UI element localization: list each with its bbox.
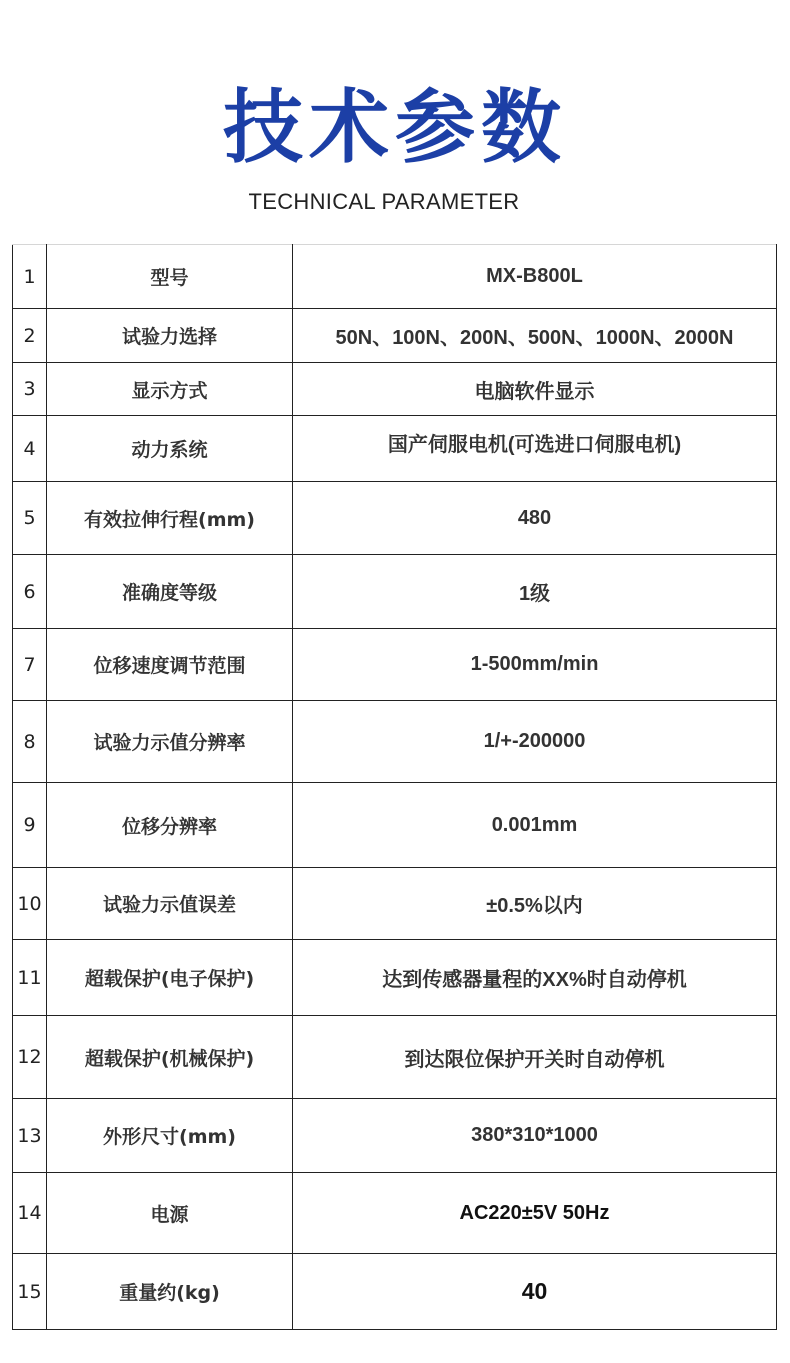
parameter-value: MX-B800L — [293, 245, 777, 309]
table-row — [13, 701, 777, 783]
row-number: 4 — [13, 416, 47, 482]
parameter-value: 380*310*1000 — [293, 1099, 777, 1173]
table-row — [13, 363, 777, 416]
parameter-value: 480 — [293, 482, 777, 555]
table-row — [13, 1254, 777, 1330]
parameter-name: 试验力示值分辨率 — [47, 701, 293, 783]
parameter-name: 试验力示值误差 — [47, 868, 293, 940]
parameter-value: 达到传感器量程的XX%时自动停机 — [293, 940, 777, 1016]
row-number: 8 — [13, 701, 47, 783]
row-number: 15 — [13, 1254, 47, 1330]
row-number: 1 — [13, 245, 47, 309]
parameter-name: 有效拉伸行程(mm) — [47, 482, 293, 555]
row-number: 6 — [13, 555, 47, 629]
parameter-name: 重量约(kg) — [47, 1254, 293, 1330]
row-number: 12 — [13, 1016, 47, 1099]
table-row — [13, 940, 777, 1016]
parameter-value: 到达限位保护开关时自动停机 — [293, 1016, 777, 1099]
parameter-name: 准确度等级 — [47, 555, 293, 629]
parameter-value: 国产伺服电机(可选进口伺服电机) — [293, 416, 777, 482]
parameter-name: 超载保护(电子保护) — [47, 940, 293, 1016]
parameter-name: 位移速度调节范围 — [47, 629, 293, 701]
table-row — [13, 1173, 777, 1254]
row-number: 3 — [13, 363, 47, 416]
table-row — [13, 309, 777, 363]
parameter-name: 试验力选择 — [47, 309, 293, 363]
parameter-value: 电脑软件显示 — [293, 363, 777, 416]
table-row — [13, 245, 777, 309]
row-number: 5 — [13, 482, 47, 555]
row-number: 2 — [13, 309, 47, 363]
table-row — [13, 555, 777, 629]
parameter-name: 型号 — [47, 245, 293, 309]
parameter-value: 50N、100N、200N、500N、1000N、2000N — [293, 309, 777, 363]
parameter-value: 1-500mm/min — [293, 629, 777, 701]
parameter-name: 外形尺寸(mm) — [47, 1099, 293, 1173]
table-row — [13, 629, 777, 701]
row-number: 7 — [13, 629, 47, 701]
row-number: 11 — [13, 940, 47, 1016]
parameter-value: 1/+-200000 — [293, 701, 777, 783]
table-row — [13, 482, 777, 555]
parameter-name: 动力系统 — [47, 416, 293, 482]
parameter-name: 显示方式 — [47, 363, 293, 416]
parameter-value: 1级 — [293, 555, 777, 629]
table-row — [13, 1099, 777, 1173]
parameter-name: 位移分辨率 — [47, 783, 293, 868]
parameter-table — [12, 244, 777, 1330]
table-row — [13, 868, 777, 940]
page-title: 技术参数 — [223, 81, 567, 174]
parameter-name: 超载保护(机械保护) — [47, 1016, 293, 1099]
table-row — [13, 416, 777, 482]
parameter-value: AC220±5V 50Hz — [293, 1173, 777, 1254]
table-row — [13, 783, 777, 868]
parameter-value: ±0.5%以内 — [293, 868, 777, 940]
row-number: 13 — [13, 1099, 47, 1173]
parameter-value: 40 — [293, 1254, 777, 1330]
row-number: 9 — [13, 783, 47, 868]
parameter-name: 电源 — [47, 1173, 293, 1254]
row-number: 14 — [13, 1173, 47, 1254]
page-subtitle: TECHNICAL PARAMETER — [248, 189, 520, 214]
table-row — [13, 1016, 777, 1099]
parameter-value: 0.001mm — [293, 783, 777, 868]
row-number: 10 — [13, 868, 47, 940]
